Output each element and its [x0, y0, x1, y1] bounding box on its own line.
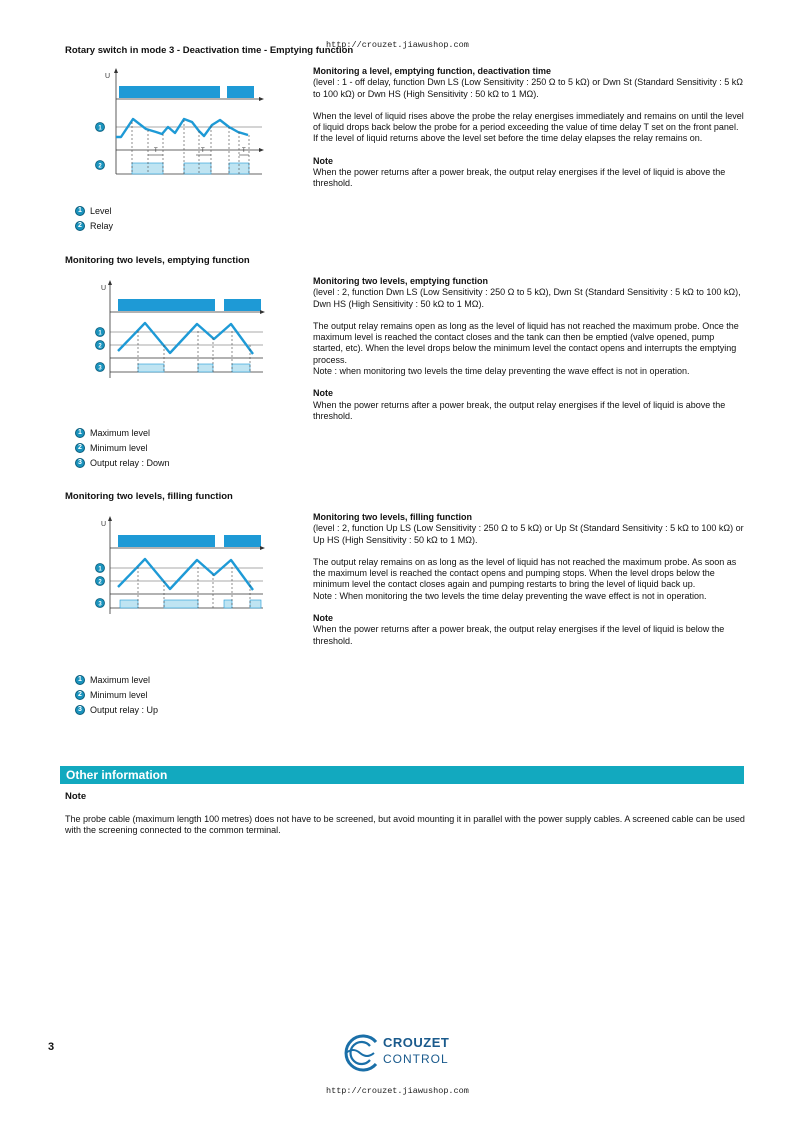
- diagram3-relay-on-3: [224, 600, 232, 608]
- diagram2-marker-min: 2: [98, 343, 102, 350]
- section1-description: [313, 66, 745, 190]
- other-information-bar: Other information: [60, 766, 744, 784]
- diagram1-time-label-1: T: [154, 148, 158, 154]
- section1-note-title: Note: [313, 155, 333, 166]
- diagram3-marker-min: 2: [98, 579, 102, 586]
- diagram2-relay-on-3: [232, 364, 250, 372]
- source-url-bottom[interactable]: http://crouzet.jiawushop.com: [326, 1086, 469, 1096]
- section3-p2: The output relay remains on as long as the level of liquid has not reached the maximum probe. As soon as the maximum level is reached the contact opens and pumping stops. When the level drops below the minimum level the contact closes again and pumping restarts to bring the level of liquid back up.: [313, 556, 737, 590]
- legend-item-relay: 2 Relay: [75, 218, 113, 233]
- other-note-title: Note: [65, 791, 87, 802]
- diagram2-relay-on-2: [198, 364, 213, 372]
- logo-crouzet-text: CROUZET: [383, 1035, 450, 1050]
- diagram2-level-wave: [118, 323, 253, 354]
- diagram2-supply-bar-2: [224, 299, 261, 311]
- legend-item-max: 1 Maximum level: [75, 672, 158, 687]
- diagram1-level-wave: [116, 119, 248, 137]
- page-number: 3: [48, 1041, 55, 1053]
- diagram3-relay-on-4: [250, 600, 261, 608]
- diagram1-relay-on-2: [184, 163, 211, 174]
- crouzet-logo: [340, 1032, 465, 1074]
- legend-item-output: 3 Output relay : Up: [75, 702, 158, 717]
- diagram3-axis-u: U: [101, 521, 107, 528]
- diagram3-marker-max: 1: [98, 566, 102, 573]
- section2-p3: Note : when monitoring two levels the time delay preventing the wave effect is not in operation.: [313, 366, 690, 377]
- diagram3-supply-bar: [118, 535, 215, 547]
- diagram3-supply-bar-2: [224, 535, 261, 547]
- diagram3-marker-relay: 3: [98, 601, 102, 608]
- diagram3-level-wave: [118, 559, 253, 590]
- section2-description: [313, 276, 745, 422]
- legend-item-max: 1 Maximum level: [75, 425, 170, 440]
- diagram2-supply-bar: [118, 299, 215, 311]
- section3-p1: (level : 2, function Up LS (Low Sensitivity : 250 Ω to 5 kΩ) or Up St (Standard Sensitivity : 5 kΩ to 100 kΩ) or Up HS (High Sensitivity : 50 kΩ to 1 MΩ).: [313, 523, 744, 545]
- level-timing-diagram: [88, 64, 288, 184]
- section2-title: Monitoring two levels, emptying function: [65, 255, 250, 266]
- legend-item-min: 2 Minimum level: [75, 440, 170, 455]
- logo-control-text: CONTROL: [383, 1052, 449, 1066]
- diagram2-axis-u: U: [101, 285, 107, 292]
- legend-item-min: 2 Minimum level: [75, 687, 158, 702]
- section2-heading: Monitoring two levels, emptying function: [313, 276, 488, 286]
- section2-p2: The output relay remains open as long as the level of liquid has not reached the maximum probe. Once the maximum level is reached the contact closes and the tank can then be emptied (valve opened, pump started, etc). When the level drops below the minimum level the contact opens and interrupts the emptying process.: [313, 320, 739, 365]
- section3-legend: [75, 672, 158, 717]
- diagram1-marker-relay: 2: [98, 163, 102, 170]
- filling-timing-diagram: [88, 514, 278, 624]
- diagram1-time-label-3: T: [242, 148, 246, 154]
- section3-note-title: Note: [313, 613, 333, 624]
- section3-description: [313, 512, 745, 647]
- diagram1-time-label-2: T: [201, 148, 205, 154]
- section1-p2: When the level of liquid rises above the probe the relay energises immediately and remains on until the level of liquid drops back below the probe for a period exceeding the value of time delay T set on the front panel.: [313, 110, 744, 133]
- legend-item-level: 1 Level: [75, 203, 113, 218]
- other-note-text: The probe cable (maximum length 100 metres) does not have to be screened, but avoid mounting it in parallel with the power supply cables. A screened cable can be used with the screening connected to the common terminal.: [65, 814, 745, 836]
- diagram1-supply-bar-2: [227, 86, 254, 98]
- diagram3-relay-on-2: [164, 600, 198, 608]
- section1-heading: Monitoring a level, emptying function, deactivation time: [313, 66, 552, 76]
- section2-note: When the power returns after a power break, the output relay energises if the level of liquid is above the threshold.: [313, 399, 726, 421]
- section3-note: When the power returns after a power break, the output relay energises if the level of liquid is below the threshold.: [313, 624, 725, 646]
- section2-p1: (level : 2, function Dwn LS (Low Sensitivity : 250 Ω to 5 kΩ), Dwn St (Standard Sensitivity : 5 kΩ to 100 kΩ), Dwn HS (High Sensitivity : 50 kΩ to 1 MΩ).: [313, 287, 741, 309]
- diagram2-marker-max: 1: [98, 330, 102, 337]
- legend-item-output: 3 Output relay : Down: [75, 455, 170, 470]
- section1-title: Rotary switch in mode 3 - Deactivation time - Emptying function: [65, 45, 354, 56]
- section1-note: When the power returns after a power break, the output relay energises if the level of liquid is above the threshold.: [313, 167, 726, 189]
- section1-p1: (level : 1 - off delay, function Dwn LS (Low Sensitivity : 250 Ω to 5 kΩ) or Dwn St (Standard Sensitivity : 5 kΩ to 100 kΩ) or Dwn HS (High Sensitivity : 50 kΩ to 1 MΩ).: [313, 77, 744, 99]
- emptying-timing-diagram: [88, 278, 278, 388]
- diagram1-supply-bar: [119, 86, 220, 98]
- section2-note-title: Note: [313, 388, 333, 399]
- diagram1-marker-level: 1: [98, 125, 102, 132]
- diagram3-relay-on-1: [120, 600, 138, 608]
- section2-legend: [75, 425, 170, 470]
- diagram2-relay-on-1: [138, 364, 164, 372]
- diagram1-axis-u: U: [105, 73, 111, 80]
- section1-legend: [75, 203, 113, 233]
- diagram1-relay-on-1: [132, 163, 163, 174]
- section1-p3: If the level of liquid returns above the level set before the time delay elapses the relay remains on.: [313, 133, 703, 144]
- section3-p3: Note : When monitoring the two levels the time delay preventing the wave effect is not in operation.: [313, 590, 707, 601]
- diagram2-marker-relay: 3: [98, 365, 102, 372]
- crouzet-logo-mark-icon: [340, 1034, 380, 1072]
- section3-title: Monitoring two levels, filling function: [65, 491, 233, 502]
- source-url-top[interactable]: http://crouzet.jiawushop.com: [326, 40, 469, 50]
- section3-heading: Monitoring two levels, filling function: [313, 512, 472, 522]
